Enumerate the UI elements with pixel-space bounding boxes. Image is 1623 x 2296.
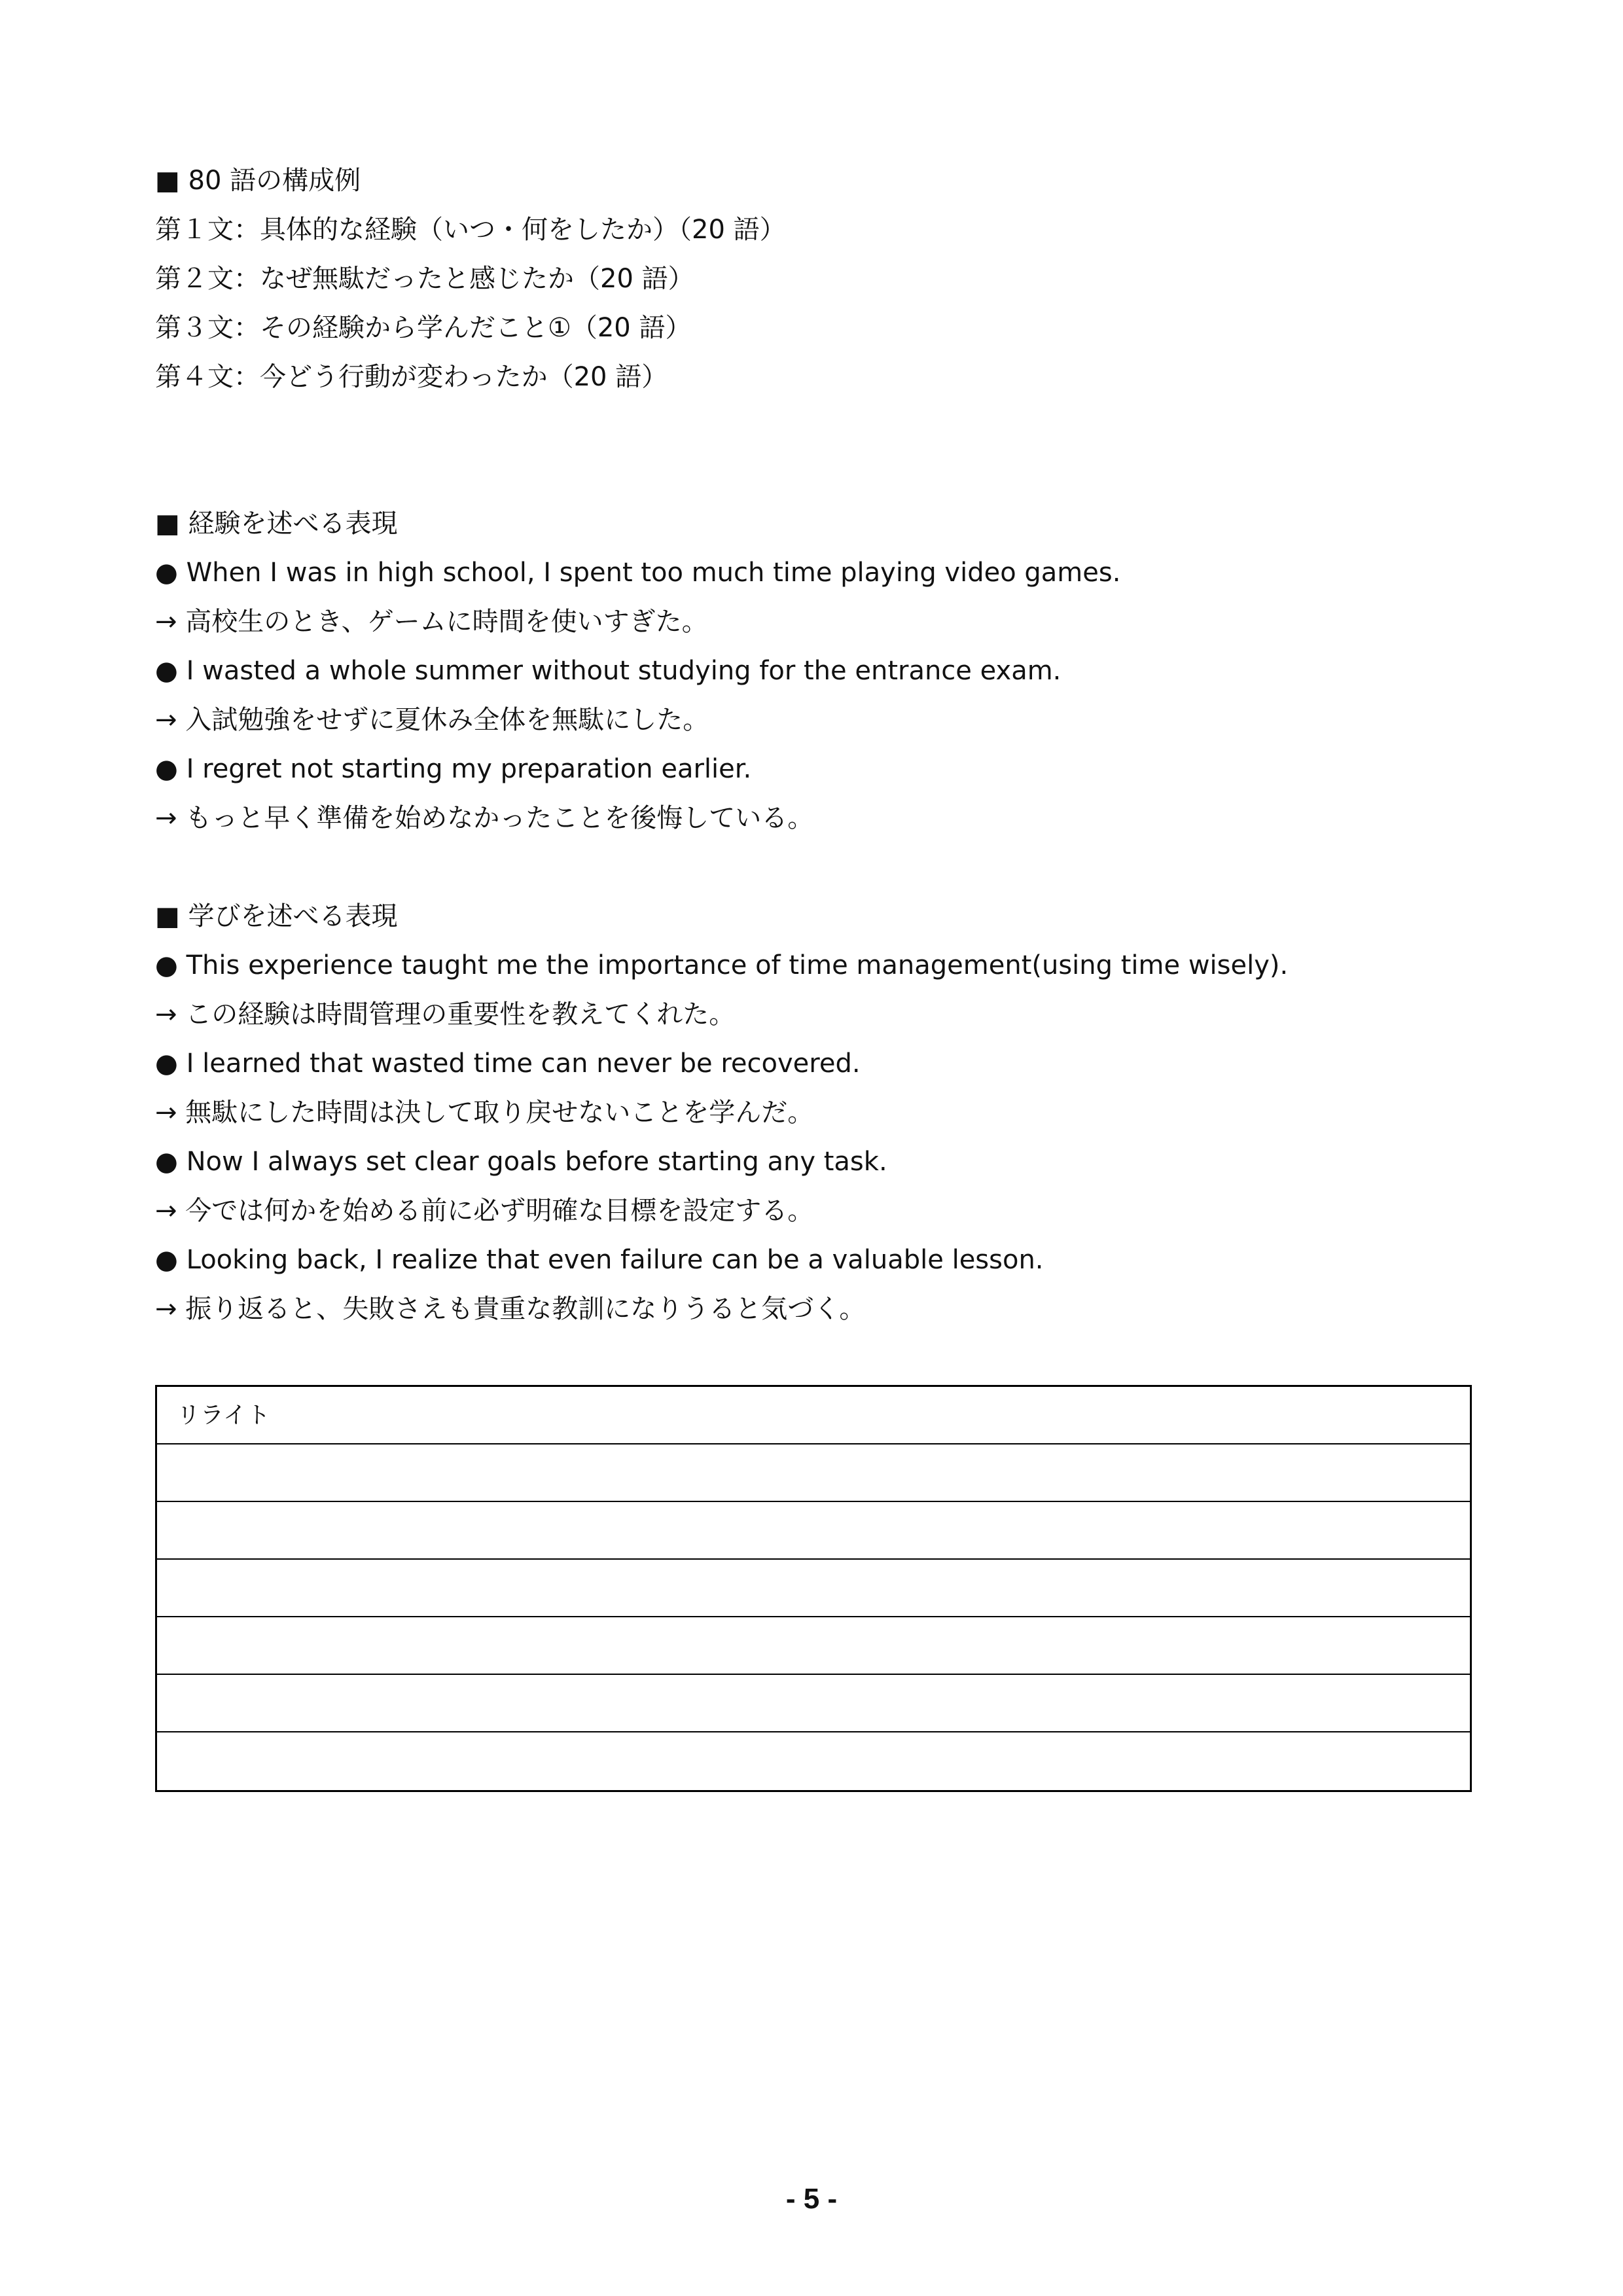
rewrite-line[interactable] xyxy=(157,1675,1470,1732)
learning-item-3-ja: → 今では何かを始める前に必ず明確な目標を設定する。 xyxy=(155,1196,814,1226)
learning-item-2-ja: → 無駄にした時間は決して取り戻せないことを学んだ。 xyxy=(155,1098,814,1128)
experience-item-1-ja: → 高校生のとき、ゲームに時間を使いすぎた。 xyxy=(155,607,708,637)
learning-heading: ■ 学びを述べる表現 xyxy=(155,901,398,931)
learning-item-4-ja: → 振り返ると、失敗さえも貴重な教訓になりうると気づく。 xyxy=(155,1294,866,1324)
rewrite-line[interactable] xyxy=(157,1732,1470,1790)
experience-item-2-ja: → 入試勉強をせずに夏休み全体を無駄にした。 xyxy=(155,705,709,735)
rewrite-label: リライト xyxy=(157,1387,1470,1444)
rewrite-table xyxy=(155,1385,1472,1792)
learning-item-4-en: ● Looking back, I realize that even failure can be a valuable lesson. xyxy=(155,1245,1044,1275)
structure-line-4: 第４文：今どう行動が変わったか（20 語） xyxy=(155,362,668,392)
experience-item-2-en: ● I wasted a whole summer without studying for the entrance exam. xyxy=(155,656,1061,686)
experience-item-3-ja: → もっと早く準備を始めなかったことを後悔している。 xyxy=(155,803,814,833)
structure-line-1: 第１文：具体的な経験（いつ・何をしたか）（20 語） xyxy=(155,215,786,245)
learning-item-3-en: ● Now I always set clear goals before starting any task. xyxy=(155,1147,887,1177)
learning-item-2-en: ● I learned that wasted time can never be recovered. xyxy=(155,1049,861,1079)
experience-heading: ■ 経験を述べる表現 xyxy=(155,509,398,539)
structure-line-3: 第３文：その経験から学んだこと①（20 語） xyxy=(155,313,692,343)
learning-item-1-ja: → この経験は時間管理の重要性を教えてくれた。 xyxy=(155,999,736,1030)
structure-line-2: 第２文：なぜ無駄だったと感じたか（20 語） xyxy=(155,264,694,294)
rewrite-line[interactable] xyxy=(157,1560,1470,1617)
page-number: - 5 - xyxy=(785,2183,838,2215)
experience-item-1-en: ● When I was in high school, I spent too much time playing video games. xyxy=(155,558,1121,588)
rewrite-line[interactable] xyxy=(157,1444,1470,1502)
experience-item-3-en: ● I regret not starting my preparation earlier. xyxy=(155,754,752,784)
rewrite-line[interactable] xyxy=(157,1502,1470,1560)
rewrite-line[interactable] xyxy=(157,1617,1470,1675)
learning-item-1-en: ● This experience taught me the importance of time management(using time wisely). xyxy=(155,950,1289,980)
structure-heading: ■ 80 語の構成例 xyxy=(155,166,361,196)
